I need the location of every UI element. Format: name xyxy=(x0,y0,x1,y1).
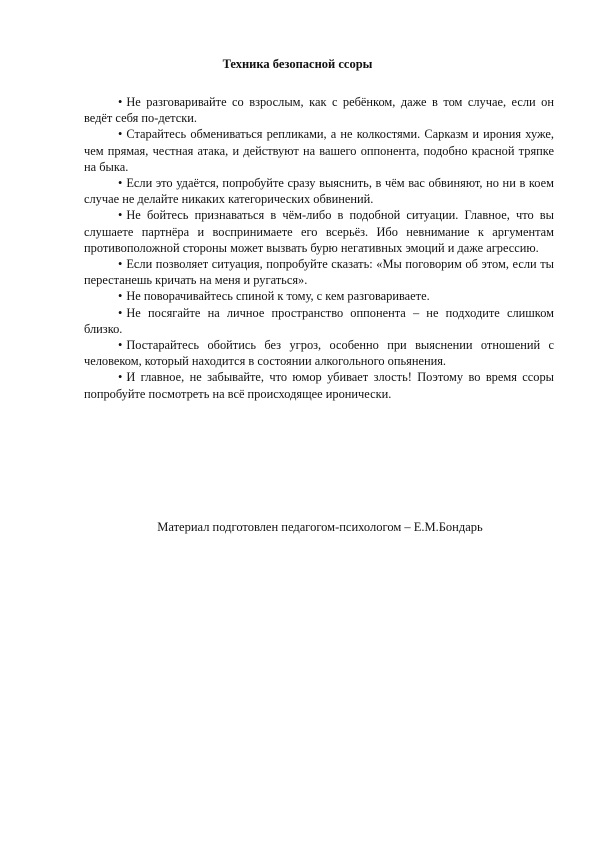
paragraph-text: Не посягайте на личное пространство оппонента – не подходите слишком близко. xyxy=(84,305,554,336)
paragraph-text: Старайтесь обмениваться репликами, а не колкостями. Сарказм и ирония хуже, чем прямая, честная атака, и действуют на вашего оппонента, подобно красной тряпке на быка. xyxy=(84,127,554,174)
paragraph-text: Не разговаривайте со взрослым, как с ребёнком, даже в том случае, если он ведёт себя по-детски. xyxy=(84,95,554,126)
bullet-icon: • xyxy=(118,208,123,223)
author-credit: Материал подготовлен педагогом-психологом – Е.М.Бондарь xyxy=(157,520,483,534)
bullet-icon: • xyxy=(118,257,123,272)
bullet-icon: • xyxy=(118,176,123,191)
paragraph-text: Постарайтесь обойтись без угроз, особенно при выяснении отношений с человеком, который находится в состоянии алкогольного опьянения. xyxy=(84,338,554,369)
bullet-icon: • xyxy=(118,370,123,385)
paragraph xyxy=(84,305,554,337)
bullet-icon: • xyxy=(118,95,123,109)
paragraph-text: И главное, не забывайте, что юмор убивает злость! Поэтому во время ссоры попробуйте посмотреть на всё происходящее иронически. xyxy=(84,370,554,401)
bullet-icon: • xyxy=(118,338,123,353)
paragraph-text: Если это удаётся, попробуйте сразу выяснить, в чём вас обвиняют, но ни в коем случае не делайте никаких категорических обвинений. xyxy=(84,176,554,207)
bullet-icon: • xyxy=(118,127,123,142)
paragraph-text: Не поворачивайтесь спиной к тому, с кем разговариваете. xyxy=(126,289,430,304)
paragraph xyxy=(84,126,554,175)
paragraph xyxy=(84,369,554,401)
bullet-icon: • xyxy=(118,305,123,320)
paragraph xyxy=(84,207,554,256)
document-body xyxy=(84,94,554,402)
paragraph xyxy=(84,256,554,288)
paragraph xyxy=(84,175,554,207)
paragraph xyxy=(84,337,554,369)
paragraph xyxy=(84,288,554,304)
bullet-icon: • xyxy=(118,289,123,304)
paragraph xyxy=(84,94,554,126)
paragraph-text: Если позволяет ситуация, попробуйте сказать: «Мы поговорим об этом, если ты перестанешь кричать на меня и ругаться». xyxy=(84,257,554,288)
paragraph-text: Не бойтесь признаваться в чём-либо в подобной ситуации. Главное, что вы слушаете партнёра и воспринимаете его всерьёз. Ибо невнимание к аргументам противоположной стороны может вызвать бурю негативных эмоций и даже агрессию. xyxy=(84,208,554,255)
document-title: Техника безопасной ссоры xyxy=(222,57,373,71)
